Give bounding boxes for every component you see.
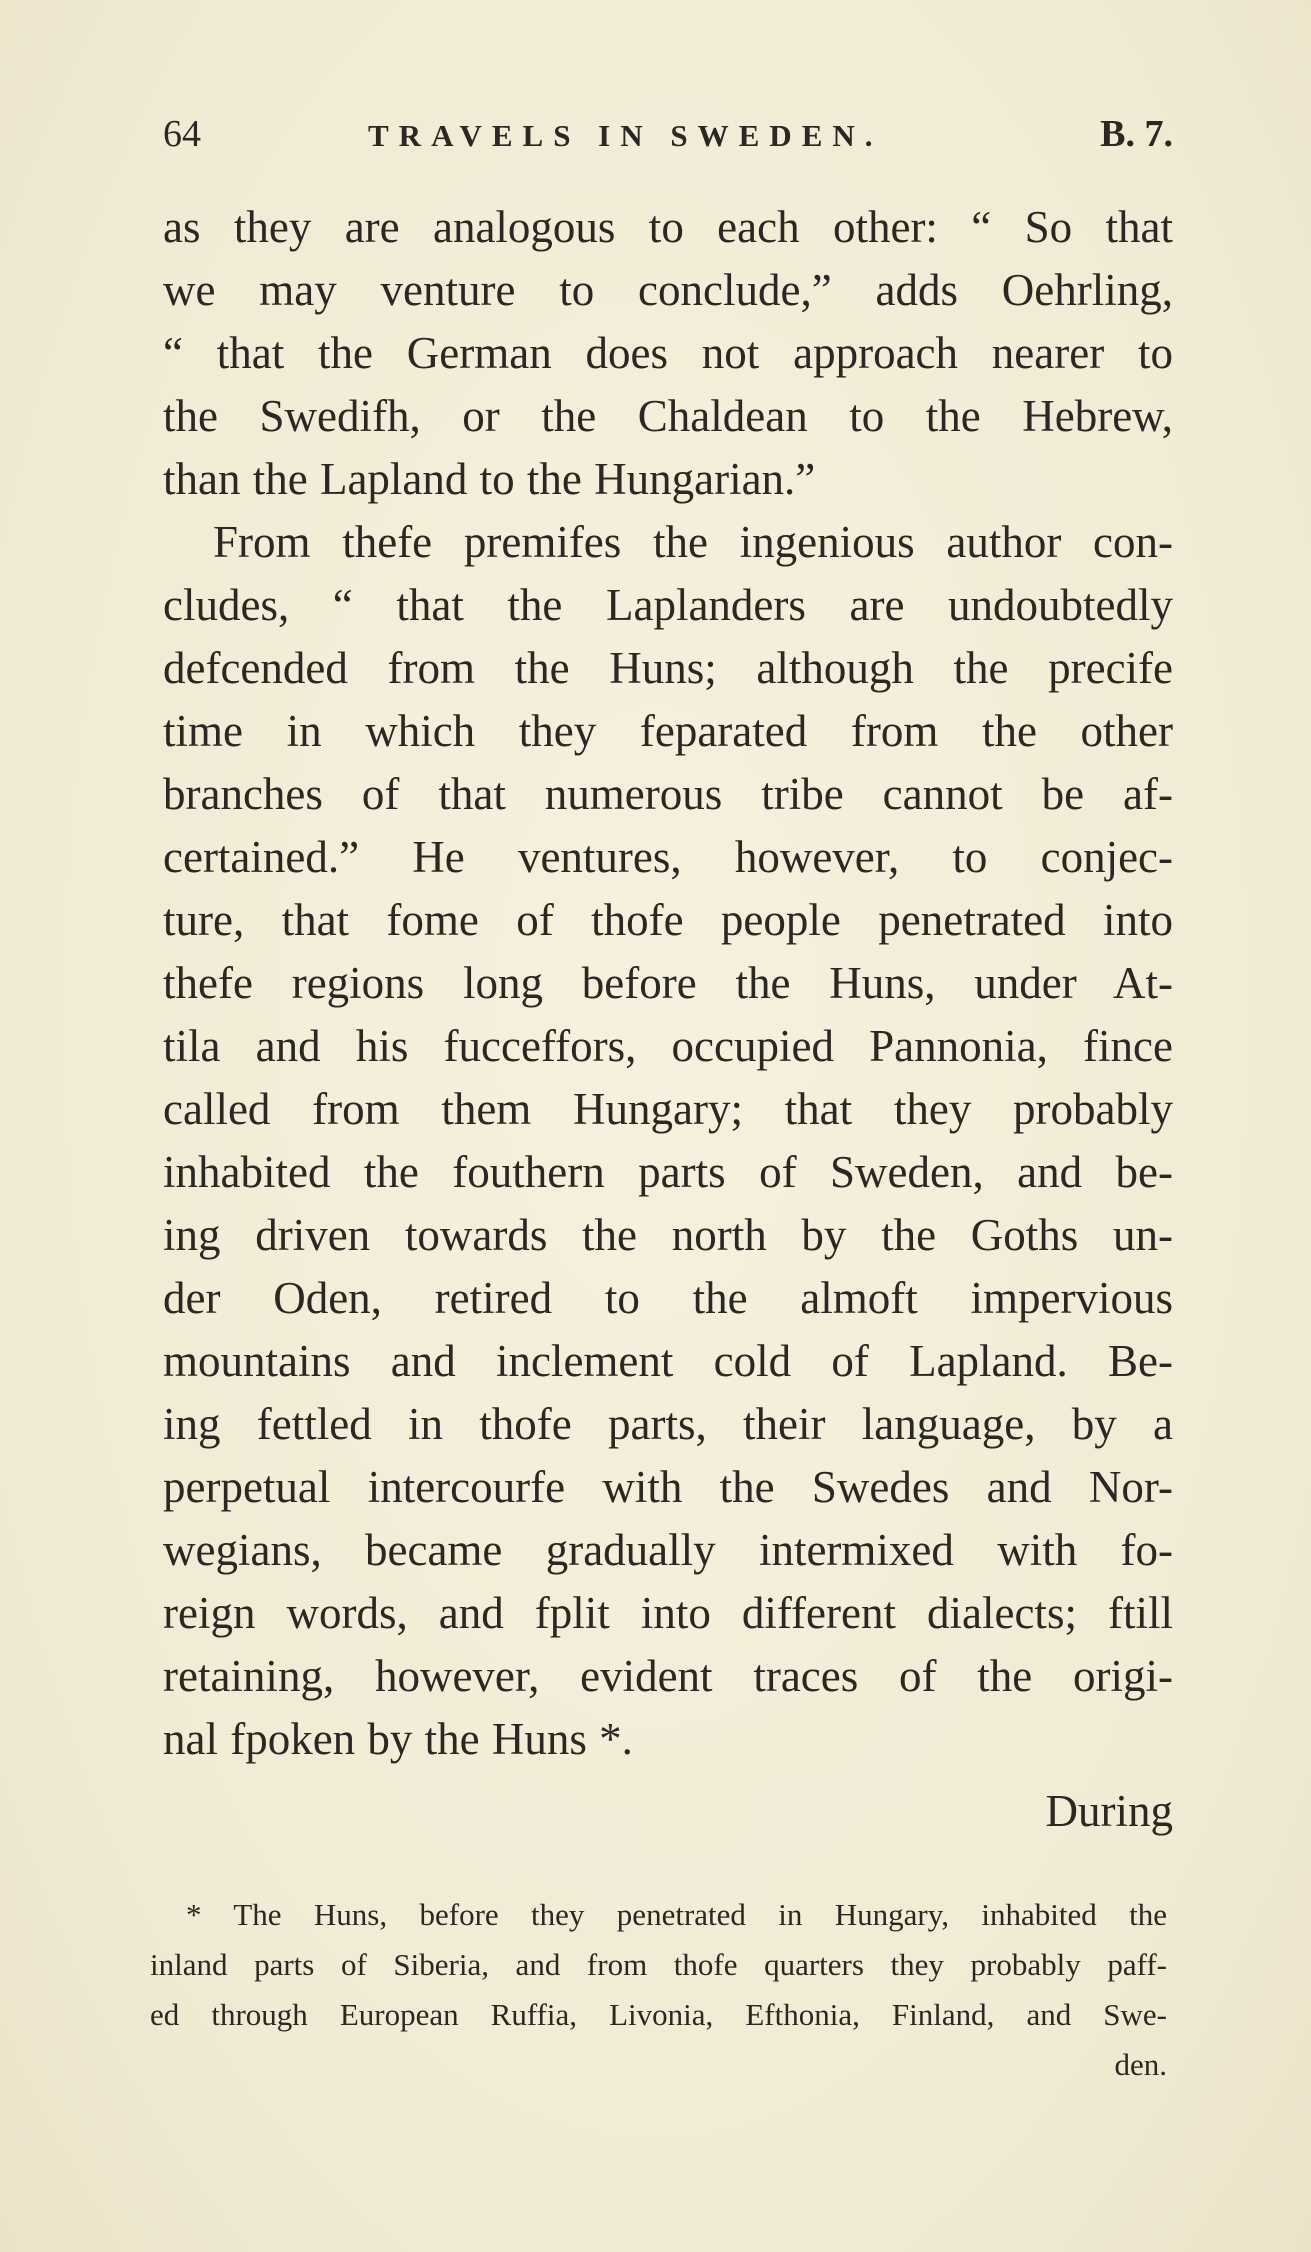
footnote-line: inland parts of Siberia, and from thofe quarters they probably paff- [150,1947,1167,1982]
text-line: ing fettled in thofe parts, their language, by a [163,1399,1173,1449]
text-line: certained.” He ventures, however, to conjec- [163,832,1173,882]
text-line: perpetual intercourfe with the Swedes and Nor- [163,1462,1173,1512]
text-line: tila and his fucceffors, occupied Pannonia, fince [163,1021,1173,1071]
text-line: reign words, and fplit into different dialects; ftill [163,1588,1173,1638]
text-line: defcended from the Huns; although the precife [163,643,1173,693]
text-line: From thefe premifes the ingenious author con- [213,517,1173,567]
text-line: the Swedifh, or the Chaldean to the Hebrew, [163,391,1173,441]
footnote [150,1890,1167,2090]
book-reference: B. 7. [1100,113,1173,155]
page-number: 64 [163,113,201,155]
text-line: inhabited the fouthern parts of Sweden, and be- [163,1147,1173,1197]
text-line: branches of that numerous tribe cannot be af- [163,769,1173,819]
text-line: ing driven towards the north by the Goths un- [163,1210,1173,1260]
text-line: der Oden, retired to the almoft impervious [163,1273,1173,1323]
footnote-line: den. [1114,2047,1167,2082]
running-title: TRAVELS IN SWEDEN. [368,118,883,153]
body-text [163,196,1173,1771]
text-line: ture, that fome of thofe people penetrated into [163,895,1173,945]
text-line: nal fpoken by the Huns *. [163,1714,633,1764]
text-line: wegians, became gradually intermixed with fo- [163,1525,1173,1575]
text-line: than the Lapland to the Hungarian.” [163,454,816,504]
text-line: thefe regions long before the Huns, under At- [163,958,1173,1008]
text-line: we may venture to conclude,” adds Oehrling, [163,265,1173,315]
text-line: time in which they feparated from the other [163,706,1173,756]
text-line: mountains and inclement cold of Lapland. Be- [163,1336,1173,1386]
text-line: called from them Hungary; that they probably [163,1084,1173,1134]
text-line: “ that the German does not approach nearer to [163,328,1173,378]
page-header [163,112,1173,172]
text-line: as they are analogous to each other: “ So that [163,202,1173,252]
footnote-line: ed through European Ruffia, Livonia, Efthonia, Finland, and Swe- [150,1997,1167,2032]
footnote-line: * The Huns, before they penetrated in Hungary, inhabited the [186,1897,1167,1932]
text-line: retaining, however, evident traces of the origi- [163,1651,1173,1701]
catchword: During [1045,1786,1173,1836]
text-line: cludes, “ that the Laplanders are undoubtedly [163,580,1173,630]
